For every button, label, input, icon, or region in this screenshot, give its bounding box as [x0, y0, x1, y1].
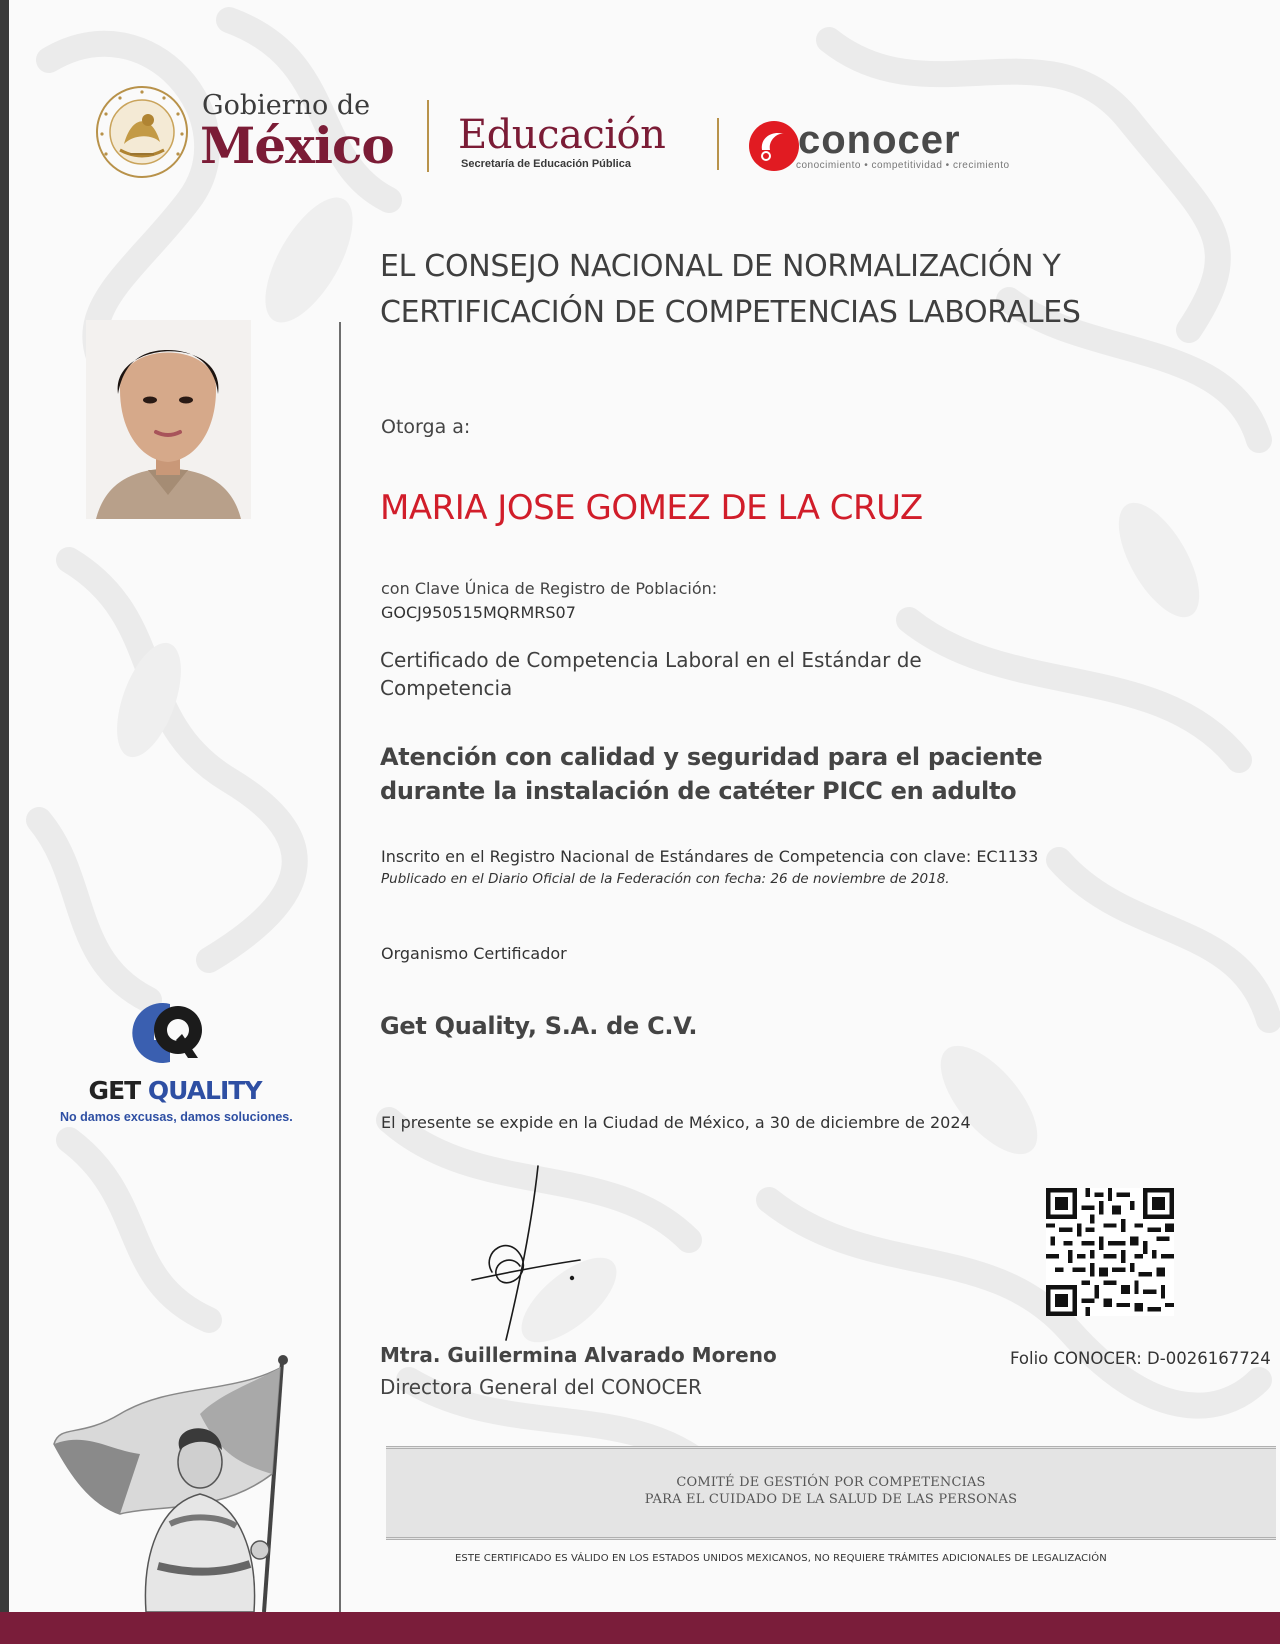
footer-bar: [0, 1612, 1280, 1644]
council-title-line1: EL CONSEJO NACIONAL DE NORMALIZACIÓN Y: [380, 249, 1061, 284]
portrait-illustration: [86, 320, 251, 519]
certifying-organism-label: Organismo Certificador: [381, 944, 567, 963]
educacion-logo: [458, 112, 698, 174]
page-left-edge: [0, 0, 9, 1644]
educacion-title: Educación: [458, 112, 666, 158]
get-quality-name: [60, 1076, 290, 1105]
publication-text: Publicado en el Diario Oficial de la Federación con fecha: 26 de noviembre de 2018.: [381, 871, 950, 887]
committee-line2: PARA EL CUIDADO DE LA SALUD DE LAS PERSONAS: [644, 1492, 1018, 1507]
gobierno-de-mexico-logo: [94, 84, 406, 180]
signer-name: Mtra. Guillermina Alvarado Moreno: [380, 1343, 777, 1367]
conocer-tagline: conocimiento • competitividad • crecimiento: [796, 160, 1010, 171]
conocer-logo-icon: [748, 120, 800, 172]
council-title-line2: CERTIFICACIÓN DE COMPETENCIAS LABORALES: [380, 295, 1081, 330]
get-quality-logo-icon: [130, 1000, 208, 1064]
conocer-logo: [748, 118, 1038, 174]
folio-number: Folio CONOCER: D-0026167724: [1010, 1349, 1271, 1368]
signature: [460, 1162, 590, 1342]
portrait-photo: [86, 320, 251, 519]
committee-line1: COMITÉ DE GESTIÓN POR COMPETENCIAS: [676, 1475, 986, 1490]
educacion-subtitle: Secretaría de Educación Pública: [461, 158, 631, 170]
curp-label: con Clave Única de Registro de Población:: [381, 579, 718, 598]
logo-separator: [717, 118, 719, 170]
qr-code: [1046, 1188, 1174, 1316]
vertical-divider: [339, 322, 341, 1612]
get-quality-slogan: No damos excusas, damos soluciones.: [60, 1110, 293, 1124]
issuance-text: El presente se expide en la Ciudad de México, a 30 de diciembre de 2024: [381, 1113, 971, 1132]
validity-notice: ESTE CERTIFICADO ES VÁLIDO EN LOS ESTADOS UNIDOS MEXICANOS, NO REQUIERE TRÁMITES ADICIONALES DE LEGALIZACIÓN: [455, 1553, 1107, 1564]
gobierno-line2: México: [200, 116, 394, 175]
certificate-label: Certificado de Competencia Laboral en el Estándar de Competencia: [380, 648, 922, 700]
council-title: [380, 244, 1081, 336]
get-quality-name-part1: GET: [88, 1076, 141, 1105]
conocer-word: conocer: [798, 118, 961, 162]
otorga-label: Otorga a:: [381, 416, 471, 438]
get-quality-logo: [60, 1000, 293, 1128]
recipient-name: MARIA JOSE GOMEZ DE LA CRUZ: [380, 488, 923, 528]
curp-value: GOCJ950515MQRMRS07: [381, 603, 576, 622]
registry-text: Inscrito en el Registro Nacional de Estándares de Competencia con clave: EC1133: [381, 847, 1039, 866]
gobierno-line1: Gobierno de: [202, 90, 371, 121]
certifying-organism-name: Get Quality, S.A. de C.V.: [380, 1012, 698, 1040]
logo-separator: [427, 100, 429, 172]
woman-with-flag-illustration: [50, 1354, 320, 1612]
signer-role: Directora General del CONOCER: [380, 1375, 702, 1399]
competency-standard: Atención con calidad y seguridad para el paciente durante la instalación de catéter PICC en adulto: [380, 743, 1043, 805]
coat-of-arms-seal-icon: [94, 84, 190, 180]
get-quality-name-part2: QUALITY: [147, 1076, 262, 1105]
committee-banner: [386, 1446, 1276, 1540]
